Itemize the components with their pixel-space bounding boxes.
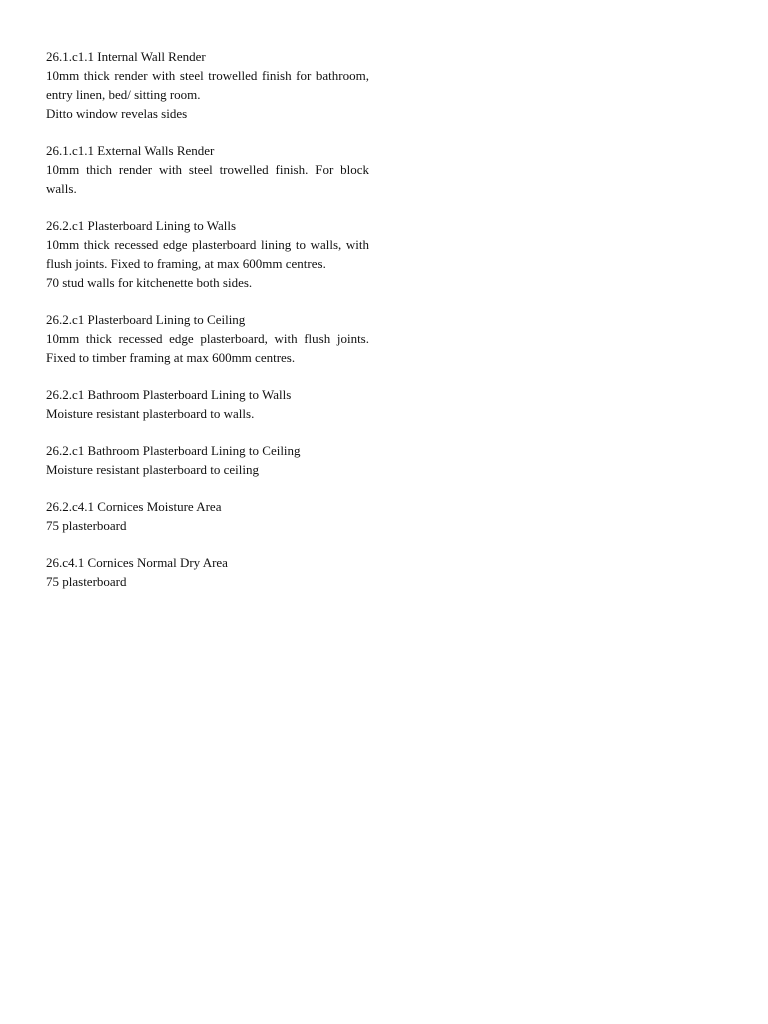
section-paragraph: 10mm thick render with steel trowelled finish for bathroom, entry linen, bed/ sitting room.: [46, 68, 369, 102]
spec-section-external-walls-render: [46, 141, 369, 198]
section-heading: 26.2.c1 Plasterboard Lining to Ceiling: [46, 312, 246, 327]
section-paragraph: 10mm thick recessed edge plasterboard, with flush joints. Fixed to timber framing at max 600mm centres.: [46, 331, 369, 365]
spec-section-cornices-dry: [46, 553, 369, 591]
section-heading: 26.c4.1 Cornices Normal Dry Area: [46, 555, 228, 570]
section-paragraph: 75 plasterboard: [46, 518, 127, 533]
section-extra-line: 70 stud walls for kitchenette both sides.: [46, 275, 253, 290]
specification-text-column: [46, 47, 369, 609]
section-heading: 26.2.c4.1 Cornices Moisture Area: [46, 499, 222, 514]
section-extra-line: Ditto window revelas sides: [46, 106, 188, 121]
spec-section-cornices-moisture: [46, 497, 369, 535]
section-heading: 26.2.c1 Plasterboard Lining to Walls: [46, 218, 237, 233]
spec-section-bathroom-walls: [46, 385, 369, 423]
section-heading: 26.2.c1 Bathroom Plasterboard Lining to Walls: [46, 387, 292, 402]
section-heading: 26.1.c1.1 Internal Wall Render: [46, 49, 206, 64]
section-paragraph: 75 plasterboard: [46, 574, 127, 589]
spec-section-plasterboard-ceiling: [46, 310, 369, 367]
section-heading: 26.2.c1 Bathroom Plasterboard Lining to Ceiling: [46, 443, 301, 458]
spec-section-internal-wall-render: [46, 47, 369, 123]
spec-section-plasterboard-walls: [46, 216, 369, 292]
section-paragraph: Moisture resistant plasterboard to ceiling: [46, 462, 260, 477]
section-paragraph: Moisture resistant plasterboard to walls.: [46, 406, 255, 421]
section-paragraph: 10mm thick recessed edge plasterboard lining to walls, with flush joints. Fixed to framing, at max 600mm centres.: [46, 237, 369, 271]
section-paragraph: 10mm thich render with steel trowelled finish. For block walls.: [46, 162, 369, 196]
spec-section-bathroom-ceiling: [46, 441, 369, 479]
section-heading: 26.1.c1.1 External Walls Render: [46, 143, 215, 158]
